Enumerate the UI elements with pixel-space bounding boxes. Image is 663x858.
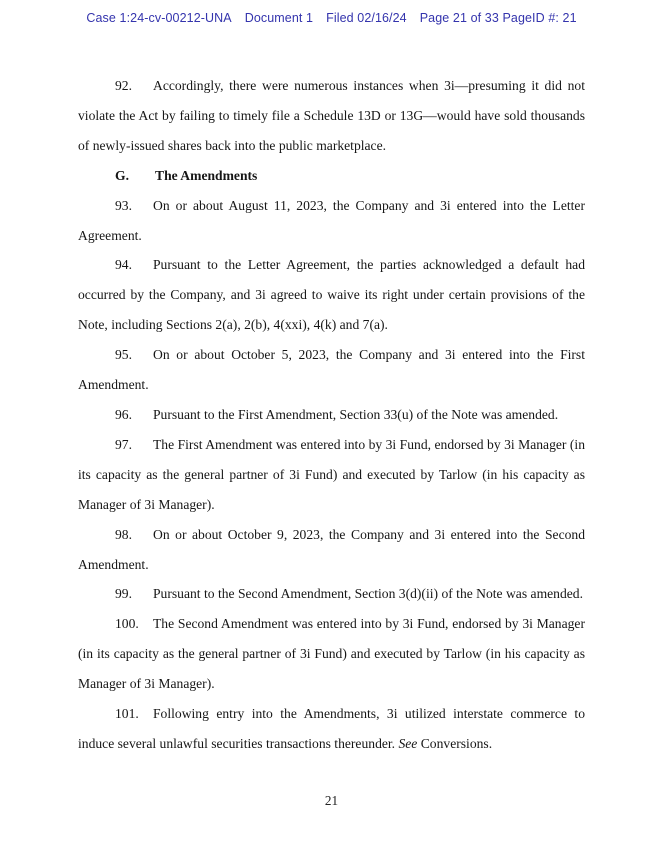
paragraph-text: On or about October 9, 2023, the Company and 3i entered into the Second Amendment. xyxy=(78,526,585,572)
section-letter: G. xyxy=(115,167,129,183)
paragraph-number: 98. xyxy=(115,526,132,542)
paragraph xyxy=(78,430,585,520)
section-heading xyxy=(78,161,585,191)
italic-citation-text: See xyxy=(398,735,418,751)
paragraph-text: Pursuant to the Letter Agreement, the parties acknowledged a default had occurred by the Company, and 3i agreed to waive its right under certain provisions of the Note, including Sections 2(a), 2(b), 4(xxi), 4(k) and 7(a). xyxy=(78,257,585,333)
page-number: 21 xyxy=(324,793,339,808)
paragraph-text: On or about October 5, 2023, the Company and 3i entered into the First Amendment. xyxy=(78,347,585,393)
paragraph-number: 100. xyxy=(115,616,139,632)
paragraph-number: 92. xyxy=(115,78,132,93)
paragraph xyxy=(78,699,585,759)
paragraph xyxy=(78,609,585,699)
document-body xyxy=(78,71,585,759)
paragraph-number: 101. xyxy=(115,706,139,722)
document-number: Document 1 xyxy=(244,11,314,25)
paragraph xyxy=(78,191,585,251)
case-number: Case 1:24-cv-00212-UNA xyxy=(86,11,232,25)
paragraph-number: 94. xyxy=(115,257,132,273)
paragraph-number: 97. xyxy=(115,436,132,452)
paragraph-text: The Amendments xyxy=(155,167,258,183)
paragraph xyxy=(78,579,585,609)
paragraph xyxy=(78,71,585,161)
paragraph xyxy=(78,340,585,400)
paragraph-text: On or about August 11, 2023, the Company and 3i entered into the Letter Agreement. xyxy=(78,197,585,243)
paragraph-text: The First Amendment was entered into by 3i Fund, endorsed by 3i Manager (in its capacity as the general partner of 3i Fund) and executed by Tarlow (in his capacity as Manager of 3i Manager). xyxy=(78,436,585,512)
paragraph-text: Pursuant to the First Amendment, Section 33(u) of the Note was amended. xyxy=(153,406,559,422)
paragraph-text: The Second Amendment was entered into by 3i Fund, endorsed by 3i Manager (in its capacity as the general partner of 3i Fund) and executed by Tarlow (in his capacity as Manager of 3i Manager). xyxy=(78,616,585,692)
paragraph xyxy=(78,250,585,340)
filed-date: Filed 02/16/24 xyxy=(326,11,407,25)
page-info: Page 21 of 33 PageID #: 21 xyxy=(419,11,577,25)
paragraph-number: 95. xyxy=(115,347,132,363)
paragraph-text: Pursuant to the Second Amendment, Section 3(d)(ii) of the Note was amended. xyxy=(153,586,583,602)
paragraph-number: 99. xyxy=(115,586,132,602)
paragraph-number: 93. xyxy=(115,197,132,213)
paragraph-text: Conversions. xyxy=(417,735,493,751)
paragraph xyxy=(78,520,585,580)
paragraph-number: 96. xyxy=(115,406,132,422)
paragraph xyxy=(78,400,585,430)
case-stamp xyxy=(0,11,663,25)
paragraph-text: Following entry into the Amendments, 3i utilized interstate commerce to induce several unlawful securities transactions thereunder. xyxy=(78,706,585,751)
paragraph-text: Accordingly, there were numerous instances when 3i—presuming it did not violate the Act by failing to timely file a Schedule 13D or 13G—would have sold thousands of newly-issued shares back into the public marketplace. xyxy=(78,78,585,153)
